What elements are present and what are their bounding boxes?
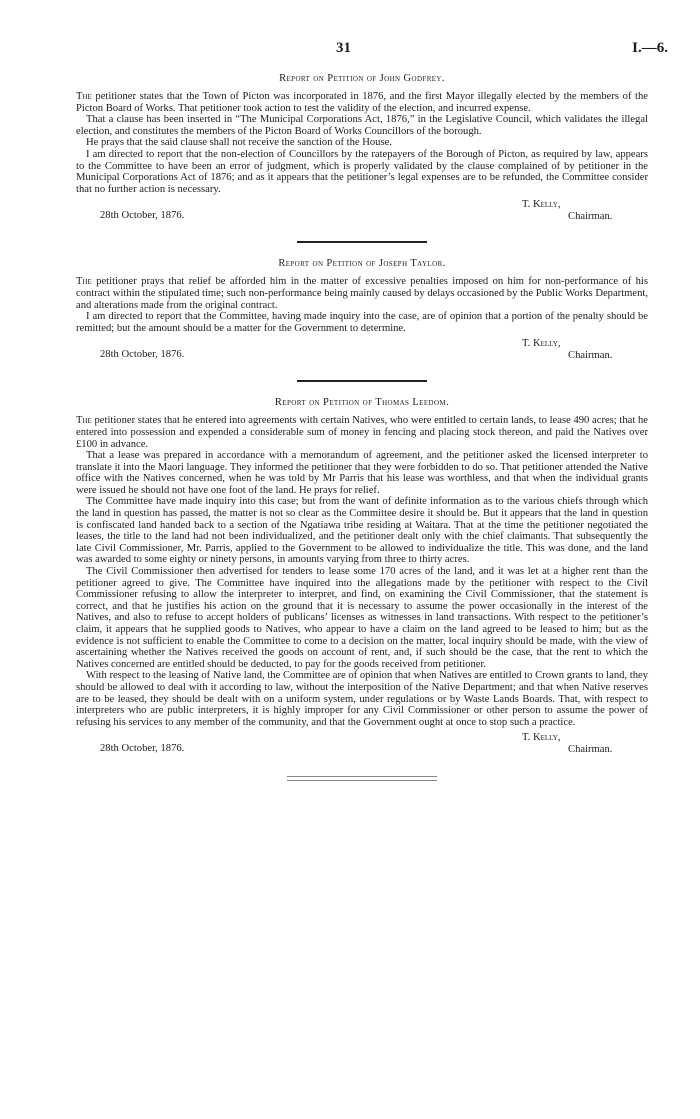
report-paragraph: The Civil Commissioner then advertised for tenders to lease some 170 acres of the land, and it was let at a higher rent than the petitioner agreed to give. The Committee have inquired into the allegations made by the petitioner with respect to the Civil Commissioner refusing to allow the interpreter to interpret, and find, on examining the Civil Commissioner, that the statement is correct, and that he justifies his action on the ground that it is necessary to assume the power occasionally in the interest of the Natives, and also to refuse to accept holders of publicans’ licenses as witnesses in land transactions. With respect to the petitioner’s claim, it appears that he supplied goods to Natives, who appear to have a claim on the land agreed to be leased to him; but as the evidence is not sufficient to enable the Committee to come to a decision on the matter, local inquiry should be made, with the view of ascertaining whether the Natives received the goods on account of rent, and, if such should be the case, that the rent to which the Natives concerned are entitled should be deducted, to pay for the goods received from petitioner. xyxy=(76,566,648,670)
report-date: 28th October, 1876. xyxy=(100,743,185,755)
signature-block xyxy=(76,199,648,229)
lead-word: The xyxy=(76,276,92,288)
lead-word: The xyxy=(76,91,92,102)
report-date: 28th October, 1876. xyxy=(100,349,185,361)
report-title: Report on Petition of John Godfrey. xyxy=(279,73,445,84)
signature-block xyxy=(76,732,648,762)
signatory-name: T. Kelly, xyxy=(522,199,561,211)
report-leedom xyxy=(76,396,648,762)
signatory-name: T. Kelly, xyxy=(522,732,561,744)
report-paragraph: That a clause has been inserted in “The Municipal Corporations Act, 1876,” in the Legislative Council, which validates the illegal election, and constitutes the members of the Picton Board of Works Councillors of the borough. xyxy=(76,114,648,137)
report-paragraph: I am directed to report that the non-election of Councillors by the ratepayers of the Borough of Picton, as required by law, appears to the Committee to have been an error of judgment, which is properly validated by the clause complained of by petitioner in the Municipal Corporations Act of 1876; and as it appears that the petitioner’s legal expenses are to be refunded, the Committee consider that no further action is necessary. xyxy=(76,148,648,195)
document-reference: I.—6. xyxy=(632,40,668,56)
report-godfrey xyxy=(76,72,648,229)
page-header xyxy=(0,40,700,62)
paragraph-text: petitioner states that he entered into agreements with certain Natives, who were entitled to certain lands, to lease 490 acres; that he entered into possession and expended a considerable sum of money in fencing and placing stock thereon, and paid the Natives over £100 in advance. xyxy=(76,415,648,450)
report-date: 28th October, 1876. xyxy=(100,210,185,222)
report-title: Report on Petition of Joseph Taylor. xyxy=(278,258,446,270)
page-number: 31 xyxy=(336,40,351,56)
signature-block xyxy=(76,338,648,368)
lead-word: The xyxy=(76,415,92,427)
report-paragraph: That a lease was prepared in accordance with a memorandum of agreement, and the petitioner asked the licensed interpreter to translate it into the Maori language. They informed the petitioner that they were forbidden to do so. That petitioner attended the Native office with the Natives concerned, when he was told by Mr Parris that his lease was worthless, and that when the individual grants were issued he should not have one foot of the land. He prays for relief. xyxy=(76,450,648,496)
report-paragraph xyxy=(76,276,648,311)
report-paragraph xyxy=(76,91,648,114)
signatory-title: Chairman. xyxy=(568,744,613,756)
report-taylor xyxy=(76,257,648,368)
page-content xyxy=(76,72,648,781)
report-paragraph xyxy=(76,415,648,450)
signatory-title: Chairman. xyxy=(568,211,613,223)
report-title: Report on Petition of Thomas Leedom. xyxy=(274,397,450,409)
report-paragraph: He prays that the said clause shall not receive the sanction of the House. xyxy=(86,137,392,149)
report-paragraph: The Committee have made inquiry into this case; but from the want of definite information as to the various chiefs through which the land in question has passed, the matter is not so clear as the Committee desire it should be. But it appears that the land in question is confiscated land handed back to a section of the Ngatiawa tribe residing at Waitara. That at the time the petitioner negotiated the leases, the title to the land had not been individualized, and the petitioner dealt only with the chief claimants. That subsequently the late Civil Commissioner, Mr. Parris, applied to the Government to be allowed to individualize the title. This was done, and the land was awarded to some eighty or ninety persons, in amounts varying from three to thirty acres. xyxy=(76,496,648,566)
signatory-name: T. Kelly, xyxy=(522,338,561,350)
end-divider xyxy=(287,776,437,781)
paragraph-text: petitioner states that the Town of Picton was incorporated in 1876, and the first Mayor illegally elected by the members of the Picton Board of Works. That petitioner took action to test the validity of the election, and incurred expense. xyxy=(76,91,648,114)
section-divider xyxy=(297,241,427,243)
section-divider xyxy=(297,380,427,382)
signatory-title: Chairman. xyxy=(568,350,613,362)
report-paragraph: With respect to the leasing of Native land, the Committee are of opinion that when Natives are entitled to Crown grants to land, they should be allowed to deal with it according to law, without the interposition of the Native Department; and that when Native reserves are to be leased, they should be dealt with on a uniform system, under regulations or by Waste Lands Boards. That, with respect to interpreters who are public interpreters, it is highly improper for any Civil Commissioner or other person to assume the power of refusing his services to any member of the community, and that the Government ought at once to stop such a practice. xyxy=(76,670,648,728)
report-paragraph: I am directed to report that the Committee, having made inquiry into the case, are of opinion that a portion of the penalty should be remitted; but the amount should be a matter for the Government to determine. xyxy=(76,311,648,334)
paragraph-text: petitioner prays that relief be afforded him in the matter of excessive penalties imposed on him for non-performance of his contract within the stipulated time; such non-performance being mainly caused by delays occasioned by the Public Works Department, and alterations made from the original contract. xyxy=(76,276,648,311)
